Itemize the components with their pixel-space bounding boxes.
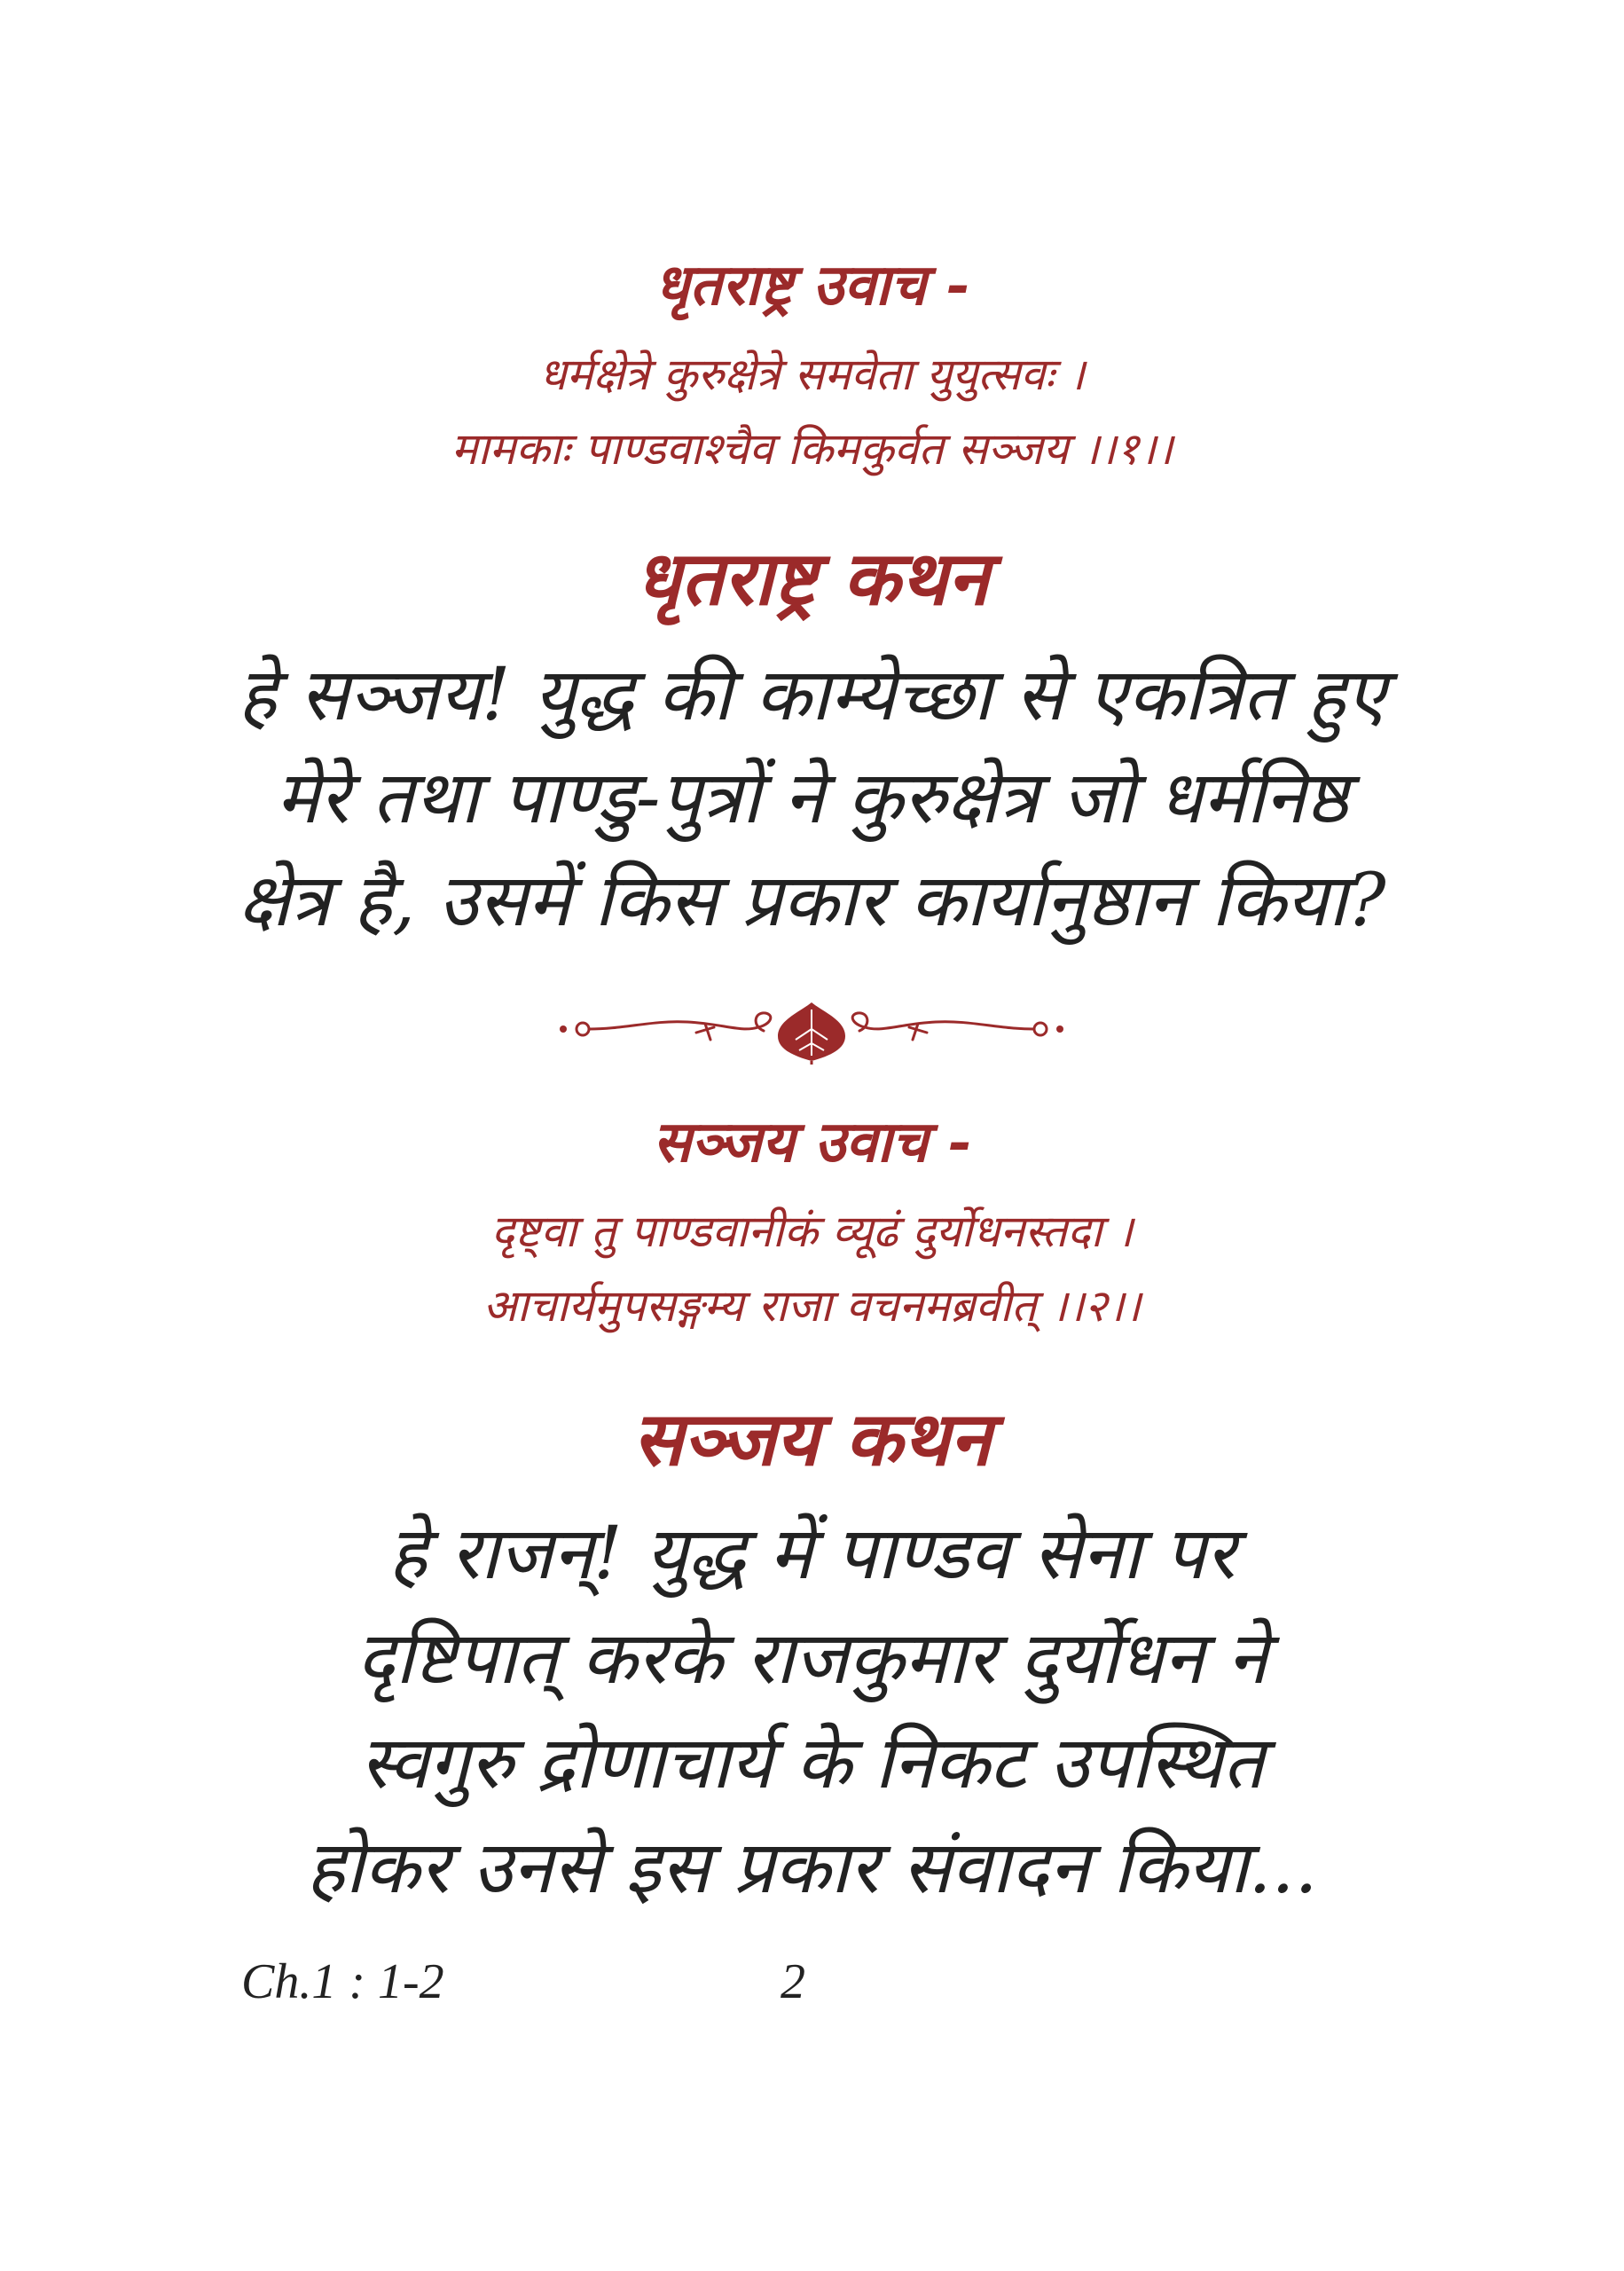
body-line: दृष्टिपात् करके राजकुमार दुर्योधन ने — [356, 1616, 1268, 1701]
body-line: हे सञ्जय! युद्ध की काम्येच्छा से एकत्रित हुए — [238, 653, 1386, 737]
kathan-heading-dhritarashtra: धृतराष्ट्र कथन — [635, 534, 989, 622]
body-line: होकर उनसे इस प्रकार संवादन किया... — [306, 1826, 1318, 1910]
verse-line: आचार्यमुपसङ्गम्य राजा वचनमब्रवीत् ।।२।। — [482, 1280, 1142, 1332]
body-line: मेरे तथा पाण्डु-पुत्रों ने कुरुक्षेत्र जो धर्मनिष्ठ — [276, 756, 1348, 840]
kathan-heading-sanjay: सञ्जय कथन — [632, 1395, 992, 1482]
page-number: 2 — [781, 1954, 805, 2009]
verse-line: दृष्ट्वा तु पाण्डवानीकं व्यूढं दुर्योधनस्तदा । — [490, 1206, 1134, 1257]
chapter-reference: Ch.1 : 1-2 — [241, 1954, 444, 2009]
peepal-leaf-flourish-icon — [545, 994, 1078, 1065]
speaker-heading-dhritarashtra: धृतराष्ट्र उवाच - — [655, 252, 969, 318]
verse-line: मामकाः पाण्डवाश्चैव किमकुर्वत सञ्जय ।।१।। — [451, 423, 1173, 475]
speaker-heading-sanjay: सञ्जय उवाच - — [653, 1109, 971, 1175]
verse-line: धर्मक्षेत्रे कुरुक्षेत्रे समवेता युयुत्सवः । — [538, 349, 1086, 400]
body-line: क्षेत्र है, उसमें किस प्रकार कार्यानुष्ठान किया? — [238, 859, 1386, 943]
body-line: हे राजन्! युद्ध में पाण्डव सेना पर — [388, 1512, 1236, 1596]
body-line: स्वगुरु द्रोणाचार्य के निकट उपस्थित — [359, 1721, 1265, 1805]
